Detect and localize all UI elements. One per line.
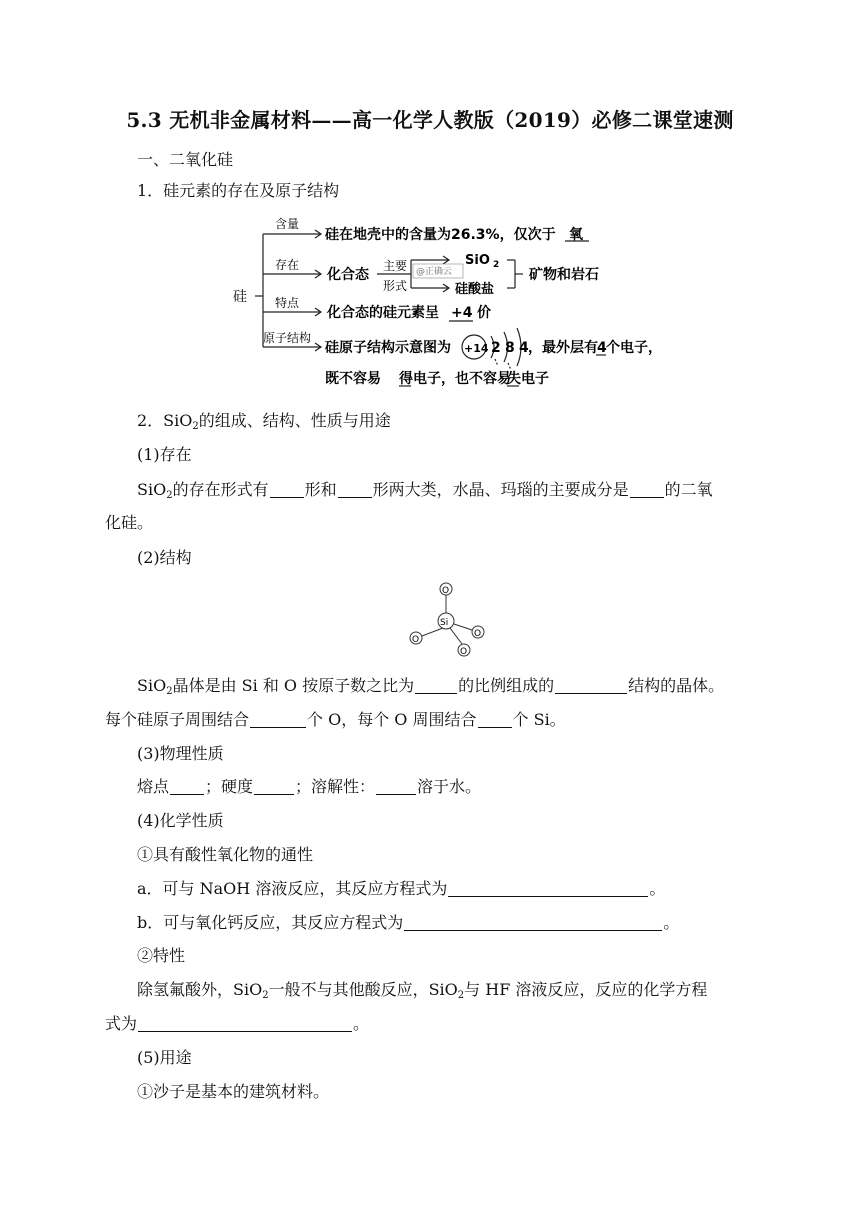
oxygen-label: O [460, 647, 468, 657]
branch-label-feature: 特点 [275, 296, 300, 310]
item-sio2-heading: 2．SiO$_2$的组成、结构、性质与用途 [137, 411, 391, 432]
exist-sio2-subscript: 2 [493, 260, 500, 270]
nucleus-label: +14 [464, 342, 489, 355]
blank [138, 1015, 352, 1032]
oxygen-label: O [474, 629, 482, 639]
subheading-chemical: (4)化学性质 [137, 811, 224, 830]
silicon-label: Si [440, 618, 449, 628]
exist-compound: 化合态 [327, 267, 369, 283]
structure-tail-num: 4 [597, 340, 607, 356]
exist-result: 矿物和岩石 [529, 267, 599, 283]
existence-para-line2: 化硅。 [105, 513, 154, 532]
exist-sio2: SiO [465, 253, 490, 268]
blank [250, 711, 306, 728]
structure-line2-shi: 失 [507, 371, 521, 387]
exist-main-top: 主要 [383, 259, 408, 273]
watermark-text: @正确云 [416, 267, 453, 277]
chem-b-post: 。 [663, 913, 680, 932]
struct-p1-d: 结构的晶体。 [628, 676, 725, 695]
exist-p1-a: SiO [137, 480, 167, 499]
subheading-existence: (1)存在 [137, 445, 192, 464]
phys-b: ；硬度 [205, 777, 254, 796]
structure-tail-b: 个电子， [606, 340, 662, 356]
structure-line2-b: 电子，也不容易 [413, 371, 511, 387]
branch-label-structure: 原子结构 [263, 331, 312, 345]
chem-item-1: ①具有酸性氧化物的通性 [137, 845, 314, 864]
branch-label-exist: 存在 [275, 258, 300, 272]
struct-p2-c: 个 Si。 [512, 710, 566, 729]
phys-d: 溶于水。 [417, 777, 482, 796]
blank [415, 677, 457, 694]
item-silicon-existence: 1．硅元素的存在及原子结构 [137, 181, 340, 200]
chem-a-post: 。 [649, 879, 666, 898]
special-para-line1: 除氢氟酸外，SiO$_2$一般不与其他酸反应，SiO$_2$与 HF 溶液反应，反应的化学方程 [137, 980, 708, 1001]
existence-para-line1: SiO$_2$的存在形式有 形和 形两大类，水晶、玛瑙的主要成分是 的二氧 [137, 480, 713, 501]
special-p1-a: 除氢氟酸外，SiO [137, 980, 263, 999]
chem-item-2: ②特性 [137, 946, 186, 965]
subheading-structure: (2)结构 [137, 548, 192, 567]
blank [478, 711, 512, 728]
structure-para-line1: SiO$_2$晶体是由 Si 和 O 按原子数之比为 的比例组成的 结构的晶体。 [137, 676, 725, 697]
blank [630, 481, 664, 498]
page-title: 5.3 无机非金属材料——高一化学人教版（2019）必修二课堂速测 [126, 108, 734, 132]
special-para-line2 [105, 1014, 369, 1034]
exist-p1-b: 的存在形式有 [172, 480, 269, 499]
chem-a-pre: a．可与 NaOH 溶液反应，其反应方程式为 [137, 879, 448, 898]
section-heading-silica: 一、二氧化硅 [137, 150, 234, 169]
struct-p1-b: 晶体是由 Si 和 O 按原子数之比为 [172, 676, 415, 695]
blank [338, 481, 372, 498]
diagram-root-label: 硅 [233, 289, 247, 305]
branch-label-content: 含量 [275, 217, 300, 231]
silicon-overview-diagram [225, 212, 675, 397]
item2-post: 的组成、结构、性质与用途 [198, 411, 391, 430]
blank [170, 778, 204, 795]
oxygen-label: O [442, 586, 450, 596]
shell-1: 2 [491, 340, 501, 356]
exist-p1-d: 形两大类，水晶、玛瑙的主要成分是 [372, 480, 629, 499]
exist-p1-e: 的二氧 [664, 480, 713, 499]
phys-c: ；溶解性： [295, 777, 376, 796]
blank [555, 677, 627, 694]
chem-b-pre: b．可与氧化钙反应，其反应方程式为 [137, 913, 404, 932]
feature-suffix: 价 [477, 305, 491, 321]
oxygen-label: O [412, 635, 420, 645]
structure-line2-c: 电子 [521, 371, 549, 387]
blank [376, 778, 416, 795]
feature-answer: +4 [451, 305, 473, 321]
feature-text: 化合态的硅元素呈 [327, 305, 439, 321]
chem-item-a [137, 879, 665, 899]
special-p1-c: 与 HF 溶液反应，反应的化学方程 [464, 980, 708, 999]
physical-properties [137, 777, 481, 797]
item2-pre: 2．SiO [137, 411, 193, 430]
structure-para-line2 [105, 710, 566, 730]
struct-p1-a: SiO [137, 676, 167, 695]
subheading-uses: (5)用途 [137, 1048, 192, 1067]
content-answer: 氧 [569, 227, 583, 243]
chem-item-b [137, 913, 679, 933]
special-p1-b: 一般不与其他酸反应，SiO [268, 980, 458, 999]
struct-p2-a: 每个硅原子周围结合 [105, 710, 250, 729]
subheading-physical: (3)物理性质 [137, 744, 224, 763]
shell-2: 8 [505, 340, 515, 356]
exist-silicate: 硅酸盐 [455, 282, 495, 297]
blank [448, 880, 648, 897]
structure-line2-a: 既不容易 [325, 371, 381, 387]
special-p2-b: 。 [353, 1014, 370, 1033]
phys-a: 熔点 [137, 777, 170, 796]
struct-p1-c: 的比例组成的 [458, 676, 555, 695]
sio4-tetrahedron-diagram [402, 578, 492, 660]
blank [254, 778, 294, 795]
structure-line2-de: 得 [399, 371, 413, 387]
structure-text: 硅原子结构示意图为 [325, 340, 451, 356]
exist-p1-c: 形和 [304, 480, 337, 499]
exist-main-bottom: 形式 [383, 279, 408, 293]
blank [404, 914, 662, 931]
special-p2-a: 式为 [105, 1014, 138, 1033]
shell-3: 4 [519, 340, 529, 356]
blank [270, 481, 304, 498]
structure-tail-a: ，最外层有 [528, 340, 598, 356]
content-text: 硅在地壳中的含量为26.3%，仅次于 [325, 227, 556, 243]
struct-p2-b: 个 O，每个 O 周围结合 [307, 710, 477, 729]
use-item-1: ①沙子是基本的建筑材料。 [137, 1082, 330, 1101]
